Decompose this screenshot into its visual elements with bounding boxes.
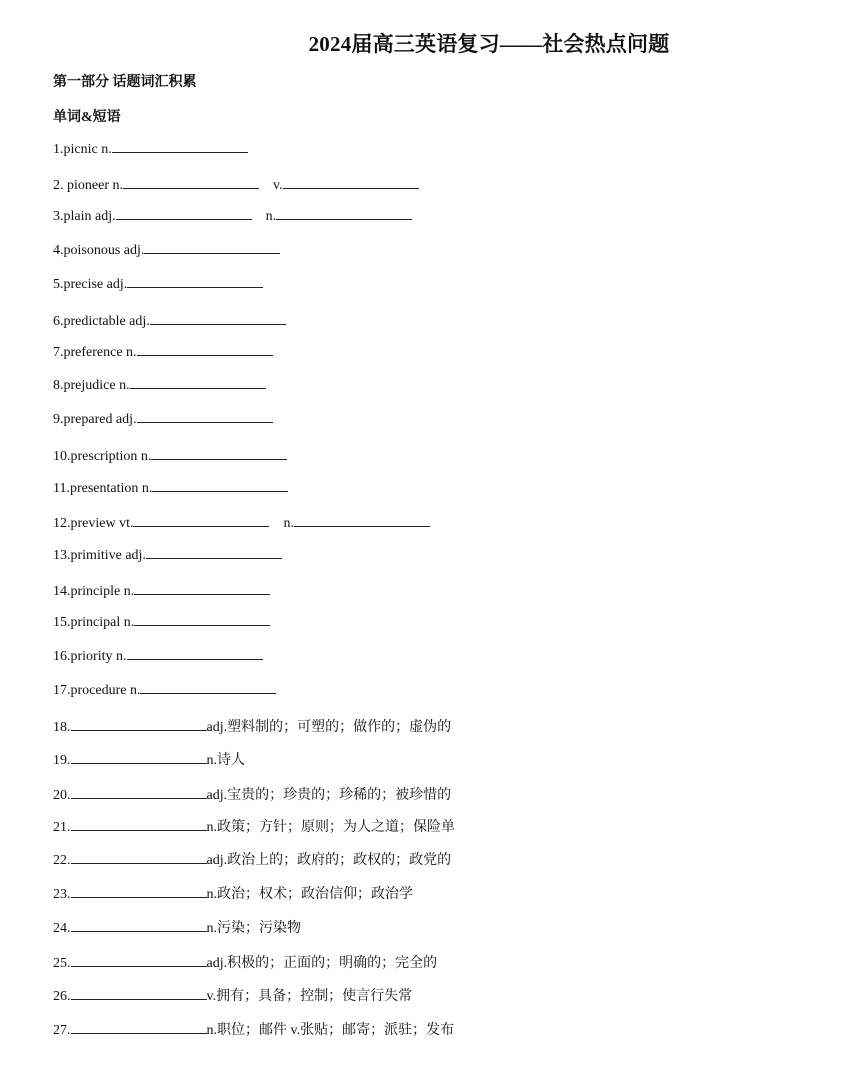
vocab-item [53,410,273,428]
vocab-prefix: 20. [53,788,71,803]
document-title: 2024届高三英语复习——社会热点问题 [308,32,670,56]
answer-blank[interactable] [134,613,270,626]
answer-blank[interactable] [71,818,207,831]
vocab-prefix: 9.prepared adj. [53,412,137,427]
vocab-meaning: n.诗人 [206,753,245,768]
vocab-item [53,376,266,394]
answer-blank[interactable] [123,176,259,189]
vocab-prefix: 21. [53,820,71,835]
vocab-prefix: 22. [53,853,71,868]
vocab-meaning: adj.政治上的；政府的；政权的；政党的 [206,853,452,868]
section-heading: 单词&短语 [53,110,121,125]
vocab-item [53,883,413,903]
answer-blank[interactable] [112,140,248,153]
vocab-second-pos: v. [272,178,283,193]
vocab-prefix: 27. [53,1023,71,1038]
answer-blank[interactable] [127,275,263,288]
vocab-prefix: 25. [53,956,71,971]
vocab-item [53,343,273,361]
answer-blank[interactable] [71,885,207,898]
vocab-item [53,140,248,158]
vocab-prefix: 4.poisonous adj. [53,243,145,258]
vocab-second-pos: n. [283,516,294,531]
vocab-prefix: 14.principle n. [53,584,135,599]
answer-blank[interactable] [71,987,207,1000]
vocab-meaning: v.拥有；具备；控制；使言行失常 [206,989,413,1004]
vocab-item [53,647,263,665]
answer-blank[interactable] [71,919,207,932]
vocab-item [53,1019,454,1039]
answer-blank[interactable] [116,207,252,220]
answer-blank[interactable] [140,681,276,694]
vocab-meaning: n.政治；权术；政治信仰；政治学 [206,887,413,902]
vocab-prefix: 16.priority n. [53,649,127,664]
vocab-prefix: 11.presentation n. [53,481,153,496]
answer-blank[interactable] [146,546,282,559]
vocab-item [53,952,437,972]
answer-blank[interactable] [71,1021,207,1034]
vocab-prefix: 10.prescription n. [53,449,152,464]
vocab-prefix: 17.procedure n. [53,683,141,698]
vocab-second-pos: n. [265,209,277,224]
answer-blank[interactable] [152,479,288,492]
vocab-prefix: 12.preview vt. [53,516,134,531]
vocab-meaning: adj.塑料制的；可塑的；做作的；虚伪的 [206,720,452,735]
vocab-item [53,784,451,804]
vocab-item [53,241,280,259]
vocab-item [53,275,263,293]
vocab-prefix: 23. [53,887,71,902]
vocab-prefix: 24. [53,921,71,936]
answer-blank[interactable] [276,207,412,220]
vocab-item [53,681,276,699]
vocab-prefix: 7.preference n. [53,345,137,360]
vocab-prefix: 1.picnic n. [53,142,112,157]
vocab-item [53,985,412,1005]
vocab-item [53,546,282,564]
answer-blank[interactable] [71,786,207,799]
vocab-prefix: 13.primitive adj. [53,548,146,563]
answer-blank[interactable] [71,954,207,967]
answer-blank[interactable] [71,718,207,731]
vocab-item [53,514,430,532]
vocab-prefix: 6.predictable adj. [53,314,150,329]
vocab-item [53,207,412,225]
vocab-item [53,582,270,600]
answer-blank[interactable] [294,514,430,527]
vocab-prefix: 19. [53,753,71,768]
answer-blank[interactable] [71,751,207,764]
part-heading: 第一部分 话题词汇积累 [53,75,197,90]
vocab-item [53,479,288,497]
answer-blank[interactable] [134,582,270,595]
answer-blank[interactable] [144,241,280,254]
vocab-meaning: adj.宝贵的；珍贵的；珍稀的；被珍惜的 [206,788,452,803]
vocab-item [53,816,455,836]
vocab-item [53,613,270,631]
answer-blank[interactable] [150,312,286,325]
answer-blank[interactable] [130,376,266,389]
answer-blank[interactable] [151,447,287,460]
answer-blank[interactable] [137,410,273,423]
vocab-item [53,716,451,736]
vocab-prefix: 18. [53,720,71,735]
vocab-item [53,447,287,465]
vocab-item [53,749,245,769]
vocab-item [53,176,419,194]
vocab-prefix: 3.plain adj. [53,209,116,224]
vocab-prefix: 2. pioneer n. [53,178,123,193]
vocab-item [53,917,301,937]
vocab-item [53,312,286,330]
vocab-prefix: 26. [53,989,71,1004]
answer-blank[interactable] [127,647,263,660]
vocab-meaning: n.职位；邮件 v.张贴；邮寄；派驻；发布 [206,1023,455,1038]
vocab-meaning: adj.积极的；正面的；明确的；完全的 [206,956,438,971]
vocab-meaning: n.政策；方针；原则；为人之道；保险单 [206,820,455,835]
vocab-prefix: 5.precise adj. [53,277,128,292]
answer-blank[interactable] [137,343,273,356]
vocab-prefix: 8.prejudice n. [53,378,130,393]
vocab-item [53,849,451,869]
answer-blank[interactable] [283,176,419,189]
answer-blank[interactable] [71,851,207,864]
answer-blank[interactable] [133,514,269,527]
vocab-meaning: n.污染；污染物 [206,921,301,936]
vocab-prefix: 15.principal n. [53,615,135,630]
